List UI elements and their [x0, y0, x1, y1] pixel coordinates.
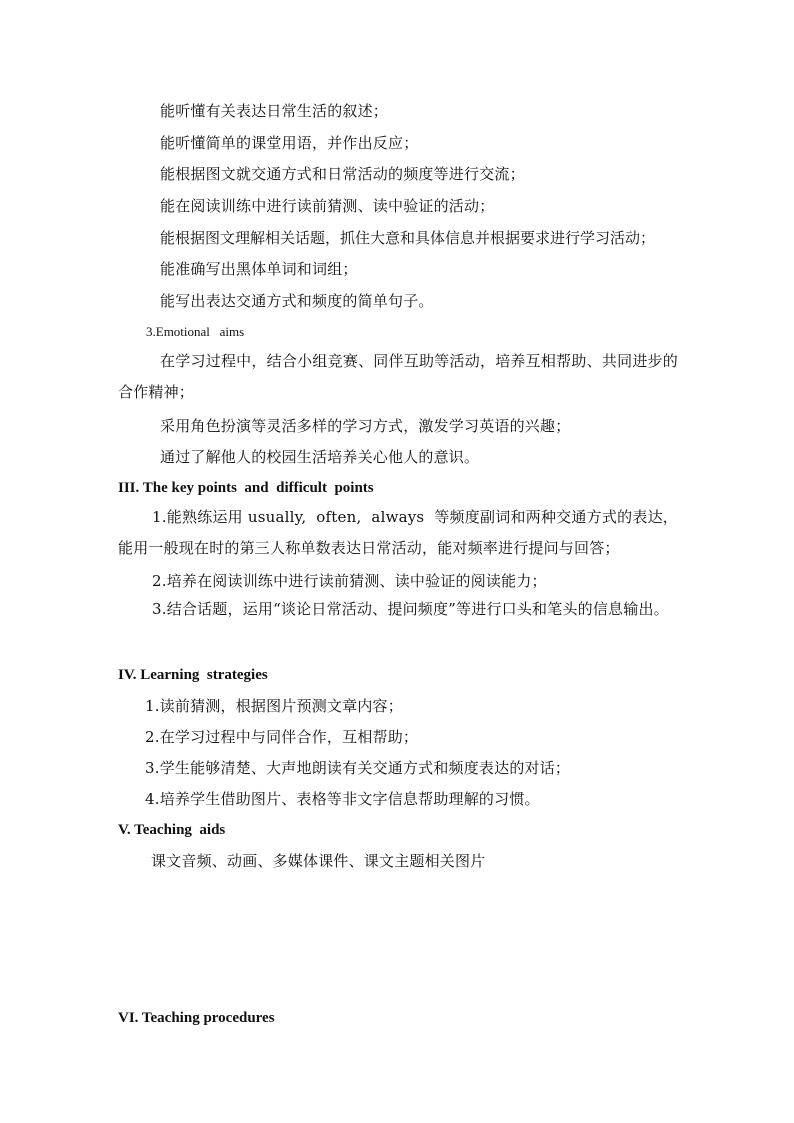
emotional-item: 采用角色扮演等灵活多样的学习方式，激发学习英语的兴趣；	[160, 417, 571, 435]
teaching-procedures-heading: VI. Teaching procedures	[118, 1010, 275, 1026]
skill-item: 能听懂简单的课堂用语，并作出反应；	[160, 134, 419, 152]
skill-item: 能在阅读训练中进行读前猜测、读中验证的活动；	[160, 197, 495, 215]
skill-item: 能准确写出黑体单词和词组；	[160, 260, 358, 278]
teaching-aids-heading: V. Teaching aids	[118, 822, 226, 838]
strategy-item: 1.读前猜测，根据图片预测文章内容；	[145, 697, 403, 715]
strategy-item: 4.培养学生借助图片、表格等非文字信息帮助理解的习惯。	[145, 790, 540, 808]
emotional-item: 通过了解他人的校园生活培养关心他人的意识。	[160, 448, 480, 466]
key-point-item: 1.能熟练运用 usually, often, always 等频度副词和两种交通方式的表达，能用一般现在时的第三人称单数表达日常活动，能对频率进行提问与回答；	[118, 508, 678, 557]
strategy-item: 3.学生能够清楚、大声地朗读有关交通方式和频度表达的对话；	[145, 759, 571, 777]
skill-item: 能根据图文就交通方式和日常活动的频度等进行交流；	[160, 165, 525, 183]
emotional-aims-title: 3.Emotional aims	[146, 324, 245, 339]
key-points-heading: III. The key points and difficult points	[118, 480, 374, 496]
skill-item: 能根据图文理解相关话题，抓住大意和具体信息并根据要求进行学习活动；	[160, 229, 656, 247]
strategy-item: 2.在学习过程中与同伴合作，互相帮助；	[145, 728, 419, 746]
key-point-item: 2.培养在阅读训练中进行读前猜测、读中验证的阅读能力；	[152, 572, 547, 590]
key-point-item: 3.结合话题，运用“谈论日常活动、提问频度”等进行口头和笔头的信息输出。	[152, 600, 669, 618]
teaching-aids-text: 课文音频、动画、多媒体课件、课文主题相关图片	[151, 852, 486, 870]
skill-item: 能听懂有关表达日常生活的叙述；	[160, 102, 389, 120]
learning-strategies-heading: IV. Learning strategies	[118, 667, 268, 683]
emotional-item: 在学习过程中，结合小组竞赛、同伴互助等活动，培养互相帮助、共同进步的合作精神；	[118, 352, 678, 401]
skill-item: 能写出表达交通方式和频度的简单句子。	[160, 292, 434, 310]
